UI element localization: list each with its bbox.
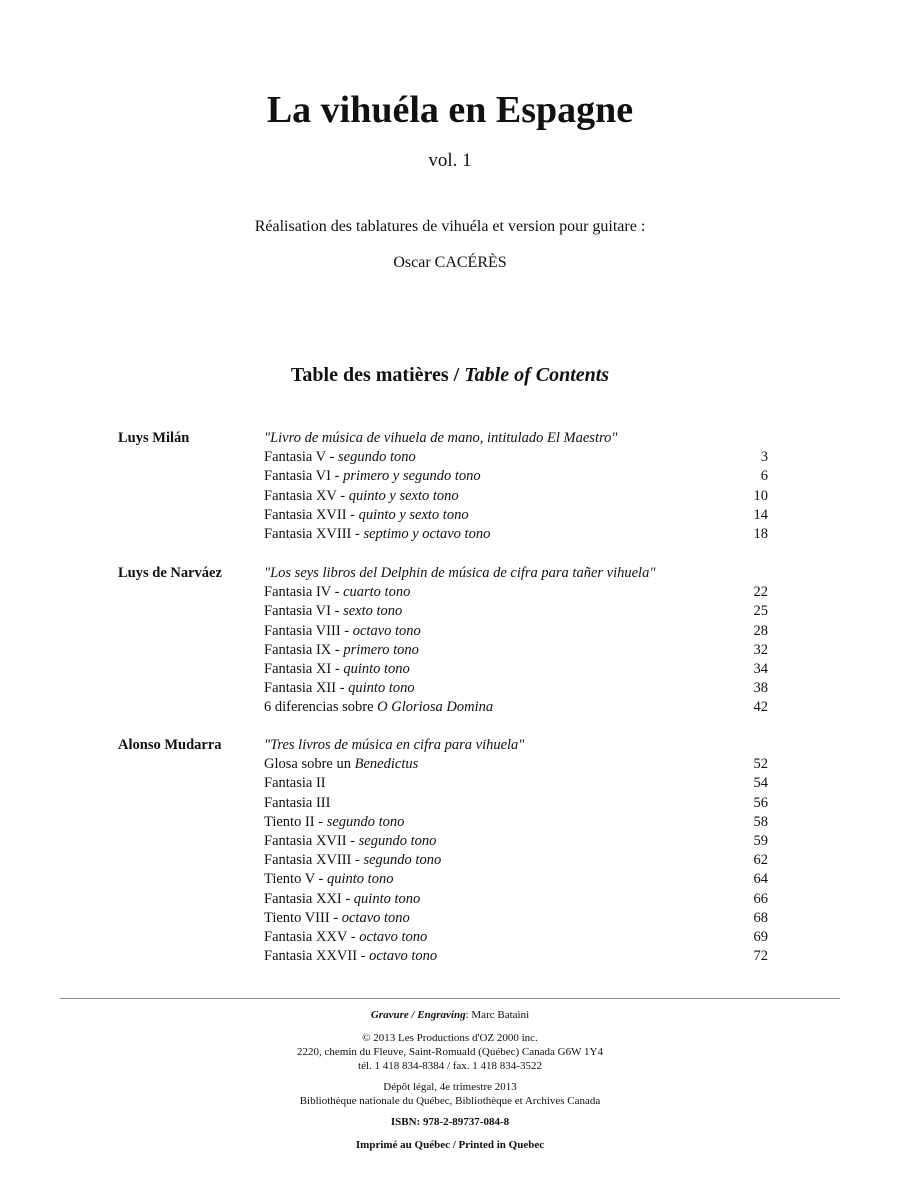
toc-entry	[264, 948, 768, 967]
toc-entry	[264, 814, 768, 833]
toc-entry-title: Fantasia II	[264, 775, 326, 791]
toc-entry	[264, 584, 768, 603]
toc-entry-title: Fantasia XVII - quinto y sexto tono	[264, 507, 469, 523]
toc-page-number: 3	[760, 449, 768, 465]
book-title: "Tres livros de música en cifra para vihuela"	[264, 737, 525, 753]
toc-entry-title: 6 diferencias sobre O Gloriosa Domina	[264, 699, 494, 715]
publisher-address: 2220, chemin du Fleuve, Saint-Romuald (Québec) Canada G6W 1Y4	[297, 1046, 603, 1058]
toc-entry-title: Tiento II - segundo tono	[264, 814, 405, 830]
toc-heading	[0, 364, 900, 387]
isbn: ISBN: 978-2-89737-084-8	[390, 1116, 510, 1128]
toc-entry	[264, 871, 768, 890]
toc-page-number: 52	[753, 756, 768, 772]
toc-page-number: 22	[753, 584, 768, 600]
engraving-credit	[0, 1008, 900, 1022]
toc-entry-title: Glosa sobre un Benedictus	[264, 756, 419, 772]
toc-entry	[264, 642, 768, 661]
toc-page-number: 64	[753, 871, 768, 887]
toc-entry	[264, 488, 768, 507]
toc-entry	[264, 929, 768, 948]
book-title: "Los seys libros del Delphin de música de cifra para tañer vihuela"	[264, 565, 656, 581]
toc-entry	[264, 795, 768, 814]
toc-page-number: 56	[753, 795, 768, 811]
toc-entry-title: Fantasia XVIII - segundo tono	[264, 852, 442, 868]
toc-heading-fr: Table des matières /	[290, 364, 460, 386]
engraving-label: Gravure / Engraving	[370, 1009, 466, 1021]
toc-entry	[264, 661, 768, 680]
toc-page-number: 66	[753, 891, 768, 907]
toc-page-number: 10	[753, 488, 768, 504]
toc-entry	[264, 507, 768, 526]
toc-entry-title: Tiento V - quinto tono	[264, 871, 394, 887]
toc-entry-title: Fantasia XI - quinto tono	[264, 661, 410, 677]
composer-name: Alonso Mudarra	[118, 737, 222, 753]
toc-entry	[264, 623, 768, 642]
toc-entry	[264, 833, 768, 852]
footer-divider	[60, 998, 840, 999]
book-title: "Livro de música de vihuela de mano, intitulado El Maestro"	[264, 430, 618, 446]
toc-page-number: 68	[753, 910, 768, 926]
toc-entry-title: Fantasia III	[264, 795, 331, 811]
toc-entry-title: Fantasia XXI - quinto tono	[264, 891, 421, 907]
toc-entry	[264, 680, 768, 699]
toc-page-number: 34	[753, 661, 768, 677]
copyright-line: © 2013 Les Productions d'OZ 2000 inc.	[362, 1032, 538, 1044]
composer-name: Luys de Narváez	[118, 565, 222, 581]
toc-entry	[264, 775, 768, 794]
toc-entry-title: Fantasia VI - primero y segundo tono	[264, 468, 481, 484]
toc-entry	[264, 910, 768, 929]
toc-page-number: 28	[753, 623, 768, 639]
author-name: Oscar CACÉRÈS	[393, 254, 507, 271]
toc-entry	[264, 699, 768, 718]
toc-entry-title: Fantasia VI - sexto tono	[264, 603, 403, 619]
toc-heading-en: Table of Contents	[464, 364, 610, 386]
legal-deposit: Dépôt légal, 4e trimestre 2013	[383, 1081, 517, 1093]
toc-entry	[264, 756, 768, 775]
toc-entry-title: Fantasia IV - cuarto tono	[264, 584, 411, 600]
composer-name: Luys Milán	[118, 430, 190, 446]
toc-entry-title: Tiento VIII - octavo tono	[264, 910, 410, 926]
toc-page-number: 69	[753, 929, 768, 945]
toc-entry	[264, 852, 768, 871]
toc-entry-title: Fantasia XVII - segundo tono	[264, 833, 437, 849]
toc-page-number: 25	[753, 603, 768, 619]
toc-entry	[264, 468, 768, 487]
toc-entry	[264, 449, 768, 468]
toc-entry-title: Fantasia IX - primero tono	[264, 642, 419, 658]
toc-page-number: 54	[753, 775, 768, 791]
toc-entry	[264, 891, 768, 910]
toc-entry	[264, 603, 768, 622]
engraving-name: : Marc Bataini	[465, 1009, 530, 1021]
toc-entry-title: Fantasia XXV - octavo tono	[264, 929, 428, 945]
toc-page-number: 18	[753, 526, 768, 542]
printed-in: Imprimé au Québec / Printed in Quebec	[355, 1139, 545, 1151]
toc-page-number: 59	[753, 833, 768, 849]
toc-page-number: 72	[753, 948, 768, 964]
toc-page-number: 6	[760, 468, 768, 484]
toc-page-number: 14	[753, 507, 768, 523]
toc-entry-title: Fantasia XVIII - septimo y octavo tono	[264, 526, 491, 542]
toc-entry-title: Fantasia XXVII - octavo tono	[264, 948, 438, 964]
toc-page-number: 58	[753, 814, 768, 830]
toc-entry	[264, 526, 768, 545]
toc-page-number: 38	[753, 680, 768, 696]
toc-page-number: 62	[753, 852, 768, 868]
library-line: Bibliothèque nationale du Québec, Bibliothèque et Archives Canada	[299, 1095, 601, 1107]
toc-page-number: 42	[753, 699, 768, 715]
toc-entry-title: Fantasia V - segundo tono	[264, 449, 416, 465]
toc-entry-title: Fantasia XV - quinto y sexto tono	[264, 488, 459, 504]
toc-entry-title: Fantasia VIII - octavo tono	[264, 623, 421, 639]
toc-page-number: 32	[753, 642, 768, 658]
volume-label: vol. 1	[428, 150, 472, 171]
book-title: La vihuéla en Espagne	[266, 89, 634, 131]
subtitle: Réalisation des tablatures de vihuéla et version pour guitare :	[254, 218, 646, 235]
publisher-phone: tél. 1 418 834-8384 / fax. 1 418 834-3522	[358, 1060, 542, 1072]
toc-entry-title: Fantasia XII - quinto tono	[264, 680, 415, 696]
